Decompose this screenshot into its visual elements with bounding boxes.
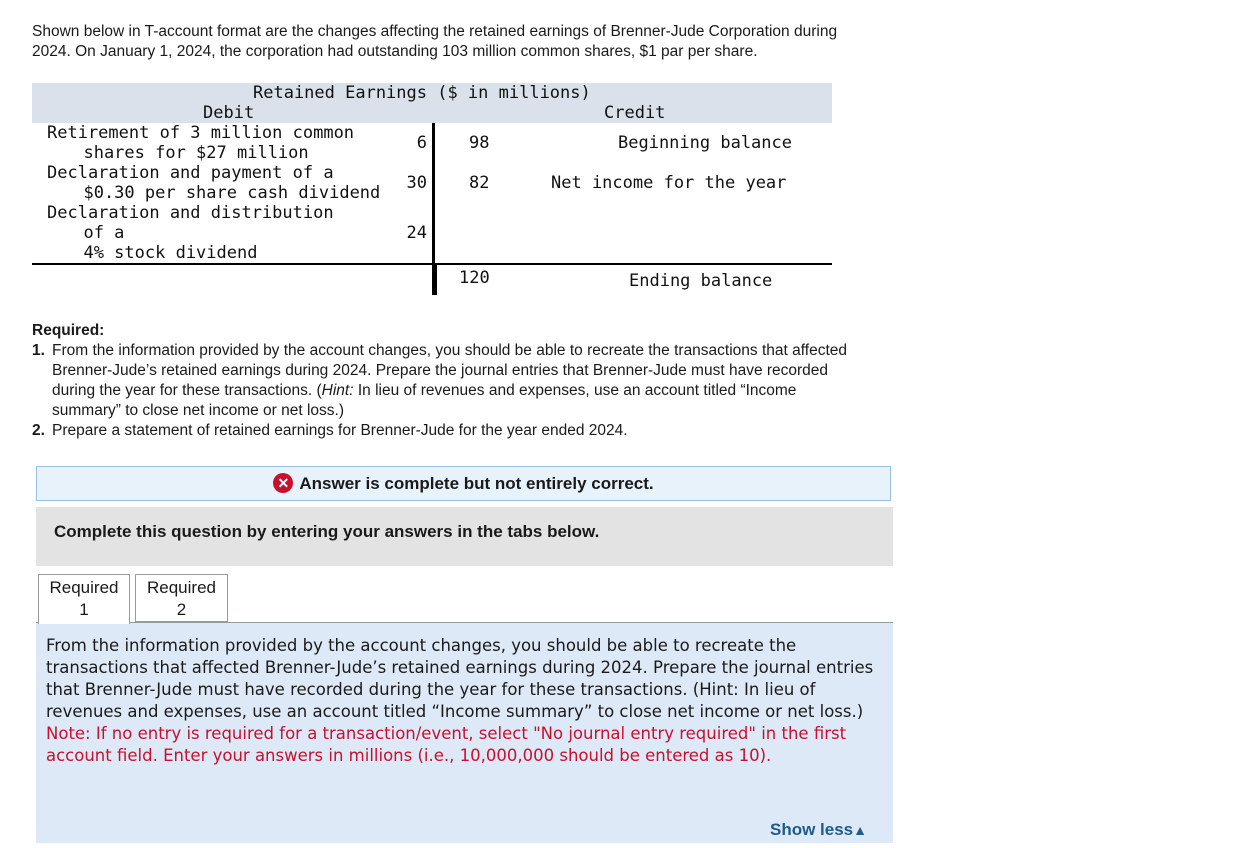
credit-amount-beginning: 98: [469, 133, 490, 153]
required-heading: Required:: [32, 322, 105, 339]
debit-label-stock-dividend-1: Declaration and distribution: [47, 203, 334, 223]
required-item-1-number: 1.: [32, 342, 45, 359]
t-account-total-rule: [32, 263, 832, 265]
instruction-box: [36, 507, 893, 566]
debit-amount-stock-dividend: 24: [406, 223, 427, 243]
tab-required-2-line-1: Required: [147, 578, 216, 597]
t-account: [32, 83, 832, 298]
debit-label-cash-dividend-2: $0.30 per share cash dividend: [63, 183, 381, 203]
debit-label-retirement-2: shares for $27 million: [63, 143, 309, 163]
ending-balance-label: Ending balance: [629, 271, 773, 291]
credit-header: Credit: [604, 103, 666, 123]
t-account-ending-rule: [435, 265, 437, 295]
required-item-1: [32, 341, 992, 421]
intro-text: [32, 22, 837, 62]
debit-label-retirement-1: Retirement of 3 million common: [47, 123, 355, 143]
required-item-2-line-1: Prepare a statement of retained earnings for Brenner-Jude for the year ended 2024.: [52, 422, 628, 439]
ending-balance-amount: 120: [459, 268, 490, 288]
panel-instructions: From the information provided by the account changes, you should be able to recreate the transactions that affected Brenner-Jude’s retained earnings during 2024. Prepare the journal entries that Brenner-Jude must have recorded during the year for these transactions. (Hint: In lieu of revenues and expenses, use an account titled “Income summary” to close net income or net loss.): [46, 636, 874, 721]
tab-required-1[interactable]: [38, 574, 130, 624]
answer-status-banner: [36, 466, 891, 501]
required-section: [32, 321, 992, 441]
required-item-1-line-1: From the information provided by the account changes, you should be able to recreate the transactions that affected: [52, 342, 848, 359]
t-account-title: Retained Earnings ($ in millions): [253, 83, 591, 103]
panel-note: Note: If no entry is required for a transaction/event, select "No journal entry required" in the first account field. Enter your answers in millions (i.e., 10,000,000 should be entered as 10).: [46, 724, 847, 765]
debit-amount-cash-dividend: 30: [406, 173, 427, 193]
show-less-label: Show less: [770, 820, 854, 839]
show-less-link[interactable]: [770, 819, 867, 841]
x-circle-icon: ✕: [273, 473, 293, 493]
intro-line-2: 2024. On January 1, 2024, the corporation had outstanding 103 million common shares, $1 par per share.: [32, 43, 758, 60]
triangle-up-icon: ▲: [853, 822, 867, 838]
required-item-1-line-3: [52, 381, 992, 401]
tab-panel-required-1: [36, 622, 893, 843]
required-item-2-number: 2.: [32, 422, 45, 439]
debit-header: Debit: [203, 103, 255, 123]
intro-line-1: Shown below in T-account format are the changes affecting the retained earnings of Brenner-Jude Corporation during: [32, 23, 838, 40]
instruction-text: Complete this question by entering your answers in the tabs below.: [54, 522, 600, 541]
required-item-1-line-4: summary” to close net income or net loss.): [52, 402, 345, 419]
answer-status-text: Answer is complete but not entirely correct.: [299, 474, 654, 493]
required-item-1-line-3a: during the year for these transactions. (: [52, 382, 322, 399]
required-item-1-line-3b: In lieu of revenues and expenses, use an account titled “Income: [353, 382, 797, 399]
debit-label-stock-dividend-2: of a: [63, 223, 125, 243]
tab-required-1-line-1: Required: [49, 578, 119, 597]
credit-label-beginning: Beginning balance: [618, 133, 792, 153]
tab-required-1-line-2: 1: [79, 600, 89, 619]
tab-required-2-line-2: 2: [176, 600, 187, 619]
debit-label-stock-dividend-3: 4% stock dividend: [63, 243, 258, 263]
credit-amount-net-income: 82: [469, 173, 490, 193]
debit-label-cash-dividend-1: Declaration and payment of a: [47, 163, 334, 183]
required-item-1-line-2: Brenner-Jude’s retained earnings during 2024. Prepare the journal entries that Brenner-Jude must have recorded: [52, 362, 829, 379]
required-item-2: [32, 421, 992, 441]
credit-label-net-income: Net income for the year: [551, 173, 787, 193]
debit-amount-retirement: 6: [416, 133, 427, 153]
hint-label: Hint:: [321, 382, 354, 399]
tab-required-2[interactable]: [135, 574, 228, 622]
